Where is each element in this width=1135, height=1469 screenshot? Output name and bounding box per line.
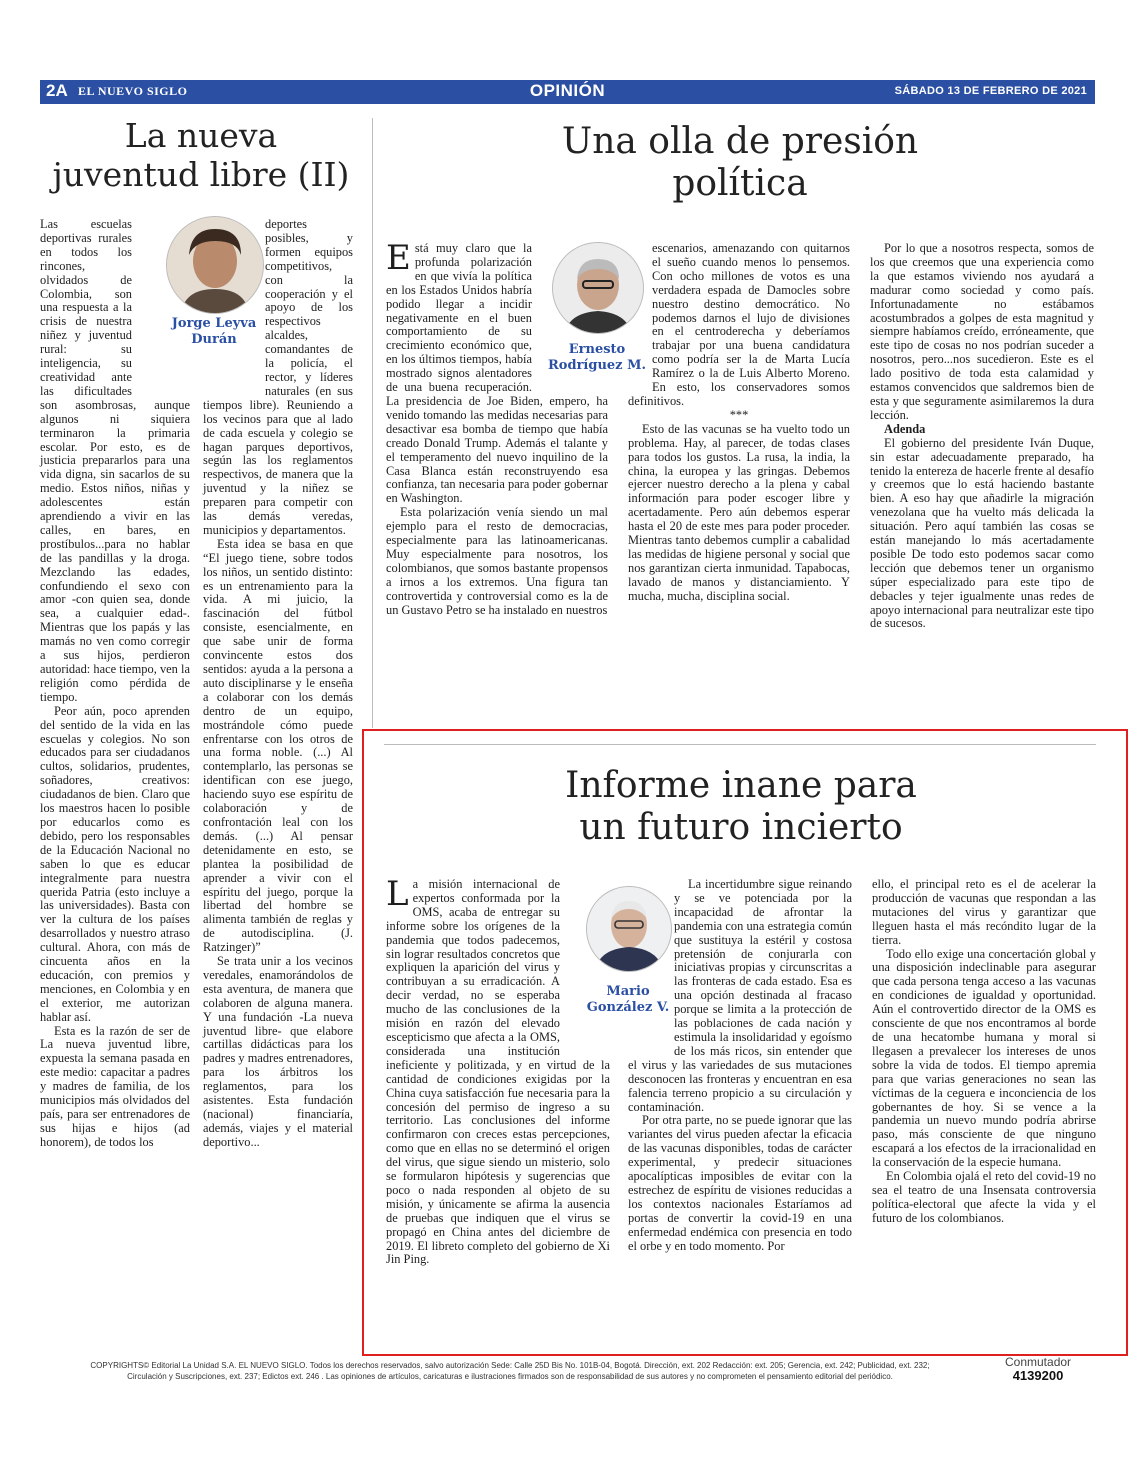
- paragraph: Esta polarización venía siendo un mal ejemplo para el resto de democracias, especialmente para las latinoamericanas. Muy especialmente para nosotros, los colombianos, que somos bastante propensos a irnos a los extremos. Una figura tan controvertida y controversial como es la de un Gustavo Petro se ha instalado en nuestros: [386, 505, 608, 617]
- article2-title-line1: Una olla de presión: [561, 121, 919, 162]
- author-name-last: Durán: [191, 332, 237, 347]
- paragraph: Esta idea se basa en que “El juego tiene, sobre todos los niños, un sentido distinto: es un entrenamiento para la vida. A mi juicio, la fascinación del fútbol consiste, esencialmente, en que sabe unir de forma convincente estos dos sentidos: ayuda a la persona a auto disciplinarse y le enseña a colaborar con los demás dentro de un equipo, mostrándole cómo puede enfrentarse con los otros de una forma noble. (...) Al contemplarlo, las personas se identifican con ese juego, haciendo suyo ese espíritu de colaboración y de confrontación leal con los demás. (...) Al pensar detenidamente en esto, se plantea la posibilidad de aprender a vivir con el espíritu del juego, porque la libertad del hombre se alimenta también de reglas y de autodisciplina. (J. Ratzinger)”: [203, 536, 353, 955]
- column-divider: [372, 118, 373, 728]
- paragraph: Esta es la razón de ser de La nueva juventud libre, expuesta la semana pasada en este medio: capacitar a padres y madres de familia, de los municipios más olvidados del país, para ser entrenadores de sus hijas e hijos (ad honorem), de todos los: [40, 1023, 190, 1149]
- paragraph: Peor aún, poco aprenden del sentido de la vida en las escuelas y colegios. No son educados para ser ciudadanos cultos, solidarios, prudentes, soñadores, creativos: ciudadanos de bien. Claro que los maestros hacen lo posible por educarlos como es debido, pero los responsables de la Educación Nacional no saben lo que es educar integralmente para nuestra querida Patria (esto incluye a las universidades). Basta con ver la cultura de los países desarrollados y nuestro atraso cultural. Ahora, con más de cincuenta años en la educación, con premios y menciones, en Colombia y en el exterior, me autorizan hablar así.: [40, 703, 190, 1024]
- article1-column2: [203, 218, 353, 1150]
- article3-column2: [628, 878, 852, 1253]
- footer-copyright: [60, 1360, 960, 1382]
- header-band: [40, 80, 1095, 104]
- author-name-last: Rodríguez M.: [548, 358, 646, 373]
- article2-column2: [628, 242, 850, 604]
- paragraph: Todo ello exige una concertación global y una disposición indeclinable para asegurar que cada persona tenga acceso a las vacunas en condiciones de igualdad y oportunidad. Aún el controvertido director de la OMS es consciente de que nos encontramos al borde de una hecatombe humana y moral si llegasen a prevalecer los intereses de unos sobre la vida de todos. El tiempo apremia para que varias generaciones no sean las víctimas de la ceguera e inconciencia de los gobernantes de hoy. Si se vence a la pandemia un nuevo mundo podría abrirse paso, más consciente de que ninguno escapará a los efectos de la irracionalidad en la conservación de la especie humana.: [872, 946, 1096, 1170]
- section-title: OPINIÓN: [529, 81, 606, 100]
- article1-title-line1: La nueva: [124, 116, 278, 155]
- author-name-first: Jorge Leyva: [171, 316, 257, 331]
- switchboard-label: Conmutador: [1005, 1355, 1072, 1369]
- paragraph: Se trata unir a los vecinos veredales, enamorándolos de esta aventura, de manera que colaboren de alguna manera. Y una fundación -La nueva juventud libre- que elabore cartillas didácticas para los padres y madres entrenadores, para los árbitros los reglamentos, para los asistentes. Esta fundación (nacional) financiaría, además, viajes y el material deportivo...: [203, 954, 354, 1149]
- article2-column3: [870, 242, 1094, 631]
- paragraph-text: a misión internacional de expertos conformada por la OMS, acaba de entregar su informe sobre los orígenes de la pandemia que todos padecemos, sin lograr resultados concretos que expliquen la aparición del virus y contribuyan a su erradicación. A decir verdad, no se esperaba mucho de las conclusiones de la misión en razón del elevado escepticismo que afecta a la OMS, considerada una institución ineficiente y politizada, y en virtud de la cantidad de condiciones exigidas por la China cuya satisfacción fue necesaria para la concesión del permiso de ingreso a su territorio. Las conclusiones del informe confirmaron con creces estas percepciones, como que en ellas no se determinó el origen del virus, que sigue siendo un misterio, solo se formularon hipótesis y sugerencias que poco o nada responden al objeto de su misión, y únicamente se afirma la ausencia de pruebas que indiquen que el virus se propagó en China antes del diciembre de 2019. El libreto completo del gobierno de Xi Jin Ping.: [386, 877, 610, 1267]
- switchboard-number: 4139200: [1012, 1368, 1064, 1383]
- article1-title-line2: juventud libre (II): [52, 155, 350, 195]
- article3-title-line1: Informe inane para: [565, 765, 917, 806]
- paragraph: ello, el principal reto es el de acelerar la producción de vacunas que respondan a las mutaciones del virus y garantizar que lleguen hasta el más recóndito lugar de la tierra.: [872, 877, 1096, 947]
- paragraph: Las escuelas deportivas rurales en todos los rincones, olvidados de Colombia, son una respuesta a la crisis de nuestra niñez y juventud rural: su inteligencia, su creatividad ante las dificultades son asombrosas, aunque algunos ni siquiera terminaron la primaria escolar. Por esto, es de justicia prepararlos para una vida digna, sin sacarlos de su medio. Estos niños, niñas y adolescentes están aprendiendo a vivir en las calles, en bares, en prostíbulos...para no hablar de las pandillas y la droga. Mezclando las edades, confundiendo el sexo con amor -con quien sea, donde sea, a cualquier edad-. Mientras que los papás y las mamás no ven como corregir a sus hijos, perdieron autoridad: hace tiempo, ven la religión como pérdida de tiempo.: [40, 217, 190, 704]
- author-name-first: Ernesto: [568, 342, 626, 357]
- subheading: Adenda: [884, 421, 926, 436]
- paragraph: deportes posibles, y formen equipos competitivos, con la cooperación y el apoyo de los respectivos alcaldes, comandantes de la policía, el rector, y líderes naturales (en sus tiempos libre). Reuniendo a los vecinos para que al lado de cada escuela y colegio se hagan parques deportivos, según las los reglamentos respectivos, de manera que la juventud y la niñez se preparen para competir con las demás veredas, municipios y departamentos.: [203, 217, 353, 537]
- paragraph: Por lo que a nosotros respecta, somos de los que creemos que una experiencia como la que estamos viviendo nos ayudará a madurar como sociedad y como país. Infortunadamente no estábamos acostumbrados a golpes de esta magnitud y siempre habíamos creído, erróneamente, que este tipo de cosas no nos podrían suceder a nosotros, pero...nos sucedieron. Este es el lado positivo de toda esta calamidad y estamos convencidos que saldremos bien de esta y que seguramente asimilaremos la dura lección.: [870, 241, 1094, 422]
- switchboard: [1005, 1356, 1071, 1383]
- drop-cap: L: [386, 874, 409, 914]
- article2-title: [390, 122, 1090, 203]
- article1-title: [36, 118, 366, 194]
- paragraph-text: stá muy claro que la profunda polarización en que vivía la política en los Estados Unidos habría podido llegar a incidir negativamente en el buen comportamiento de su crecimiento económico que, en los últimos tiempos, había mostrado signos alentadores de una buena recuperación. La presidencia de Joe Biden, empero, ha venido tomando las medidas necesarias para desactivar esa bomba de tiempo que había creado Donald Trump. Además el talante y el temperamento del nuevo inquilino de la Casa Blanca están reconstruyendo esa confianza, tan necesaria para poder gobernar en Washington.: [386, 241, 608, 506]
- article3-column3: [872, 878, 1096, 1226]
- paragraph: La incertidumbre sigue reinando y se ve potenciada por la incapacidad de afrontar la pandemia con una estrategia común que sustituya la estéril y costosa pretensión de conjurarla con iniciativas propias y circunscritas a las fronteras de cada estado. Esa es una opción destinada al fracaso porque se limita a la protección de las poblaciones de cada nación y estimula la insolidaridad y egoísmo de los más ricos, sin entender que el virus y las variedades de sus mutaciones desconocen las fronteras y encuentran en esa falencia terreno propicio a su circulación y contaminación.: [628, 877, 852, 1114]
- footer-line2: Circulación y Suscripciones, ext. 237; Edictos ext. 246 . Las opiniones de artículos, caricaturas e ilustraciones firmados son de responsabilidad de sus autores y no comprometen el pensamiento editorial del periódico.: [127, 1372, 893, 1381]
- author-name-last: González V.: [586, 1000, 670, 1015]
- brand-name: EL NUEVO SIGLO: [78, 84, 188, 98]
- article3-column1: [386, 874, 610, 1267]
- article3-title-line2: un futuro incierto: [579, 806, 903, 848]
- paragraph: escenarios, amenazando con quitarnos el sueño cuando menos lo pensemos. Con ocho millones de votos es una verdadera espada de Damocles sobre nuestro destino democrático. No podemos darnos el lujo de divisiones en el centroderecha y deberíamos trabajar por una buena candidatura como podría ser la de Marta Lucía Ramírez o la de Luis Alberto Moreno. En esto, los conservadores somos definitivos.: [628, 241, 850, 408]
- paragraph: Por otra parte, no se puede ignorar que las variantes del virus pueden afectar la eficacia de las vacunas disponibles, todas de carácter experimental, y predecir situaciones apocalípticas imposibles de evitar con la estrechez de espíritu de visiones reducidas a los contextos nacionales Estaríamos ad portas de convertir la covid-19 en una enfermedad endémica con presencia en todo el orbe y en todo momento. Por: [628, 1113, 852, 1253]
- separator: ***: [729, 407, 749, 422]
- footer-line1: COPYRIGHTS© Editorial La Unidad S.A. EL NUEVO SIGLO. Todos los derechos reservados, salvo autorización Sede: Calle 25D Bis No. 101B-04, Bogotá. Dirección, ext. 202 Redacción: ext. 205; Gerencia, ext. 242; Publicidad, ext. 232;: [90, 1361, 930, 1370]
- article1-column1: [40, 218, 190, 1150]
- article2-title-line2: política: [672, 162, 808, 204]
- drop-cap: E: [386, 238, 411, 278]
- author-name-first: Mario: [606, 984, 650, 999]
- paragraph: El gobierno del presidente Iván Duque, sin estar adecuadamente preparado, ha tenido la entereza de hacerle frente al desafío y creemos que lo está haciendo bastante bien. A eso hay que añadirle la migración venezolana que ha vuelto más delicada la situación. Pero aquí también las cosas se están manejando lo más acertadamente posible De todo esto podemos sacar como lección que debemos tener un organismo súper especializado para este tipo de debacles y tejer igualmente unas redes de apoyo internacional para neutralizar este tipo de sucesos.: [870, 435, 1094, 631]
- paragraph: Esto de las vacunas se ha vuelto todo un problema. Hay, al parecer, de todas clases para todos los gustos. La rusa, la india, la china, la europea y las gringas. Debemos ejercer nuestro derecho a la plena y cabal información para poder escoger libre y acertadamente. Pero aún debemos esperar hasta el 20 de este mes para poder proceder. Mientras tanto debemos cumplir a cabalidad las medidas de higiene personal y social que nos garantizan cierta inmunidad. Tapabocas, lavado de manos y distanciamiento. Y mucha, mucha, disciplina social.: [628, 421, 850, 603]
- issue-date: SÁBADO 13 DE FEBRERO DE 2021: [894, 85, 1087, 97]
- paragraph: En Colombia ojalá el reto del covid-19 no sea el teatro de una Insensata controversia política-electoral que afecte la vida y el futuro de los colombianos.: [872, 1169, 1096, 1225]
- article3-title: [386, 766, 1096, 847]
- article2-column1: [386, 238, 608, 617]
- page-number: 2A: [46, 81, 68, 100]
